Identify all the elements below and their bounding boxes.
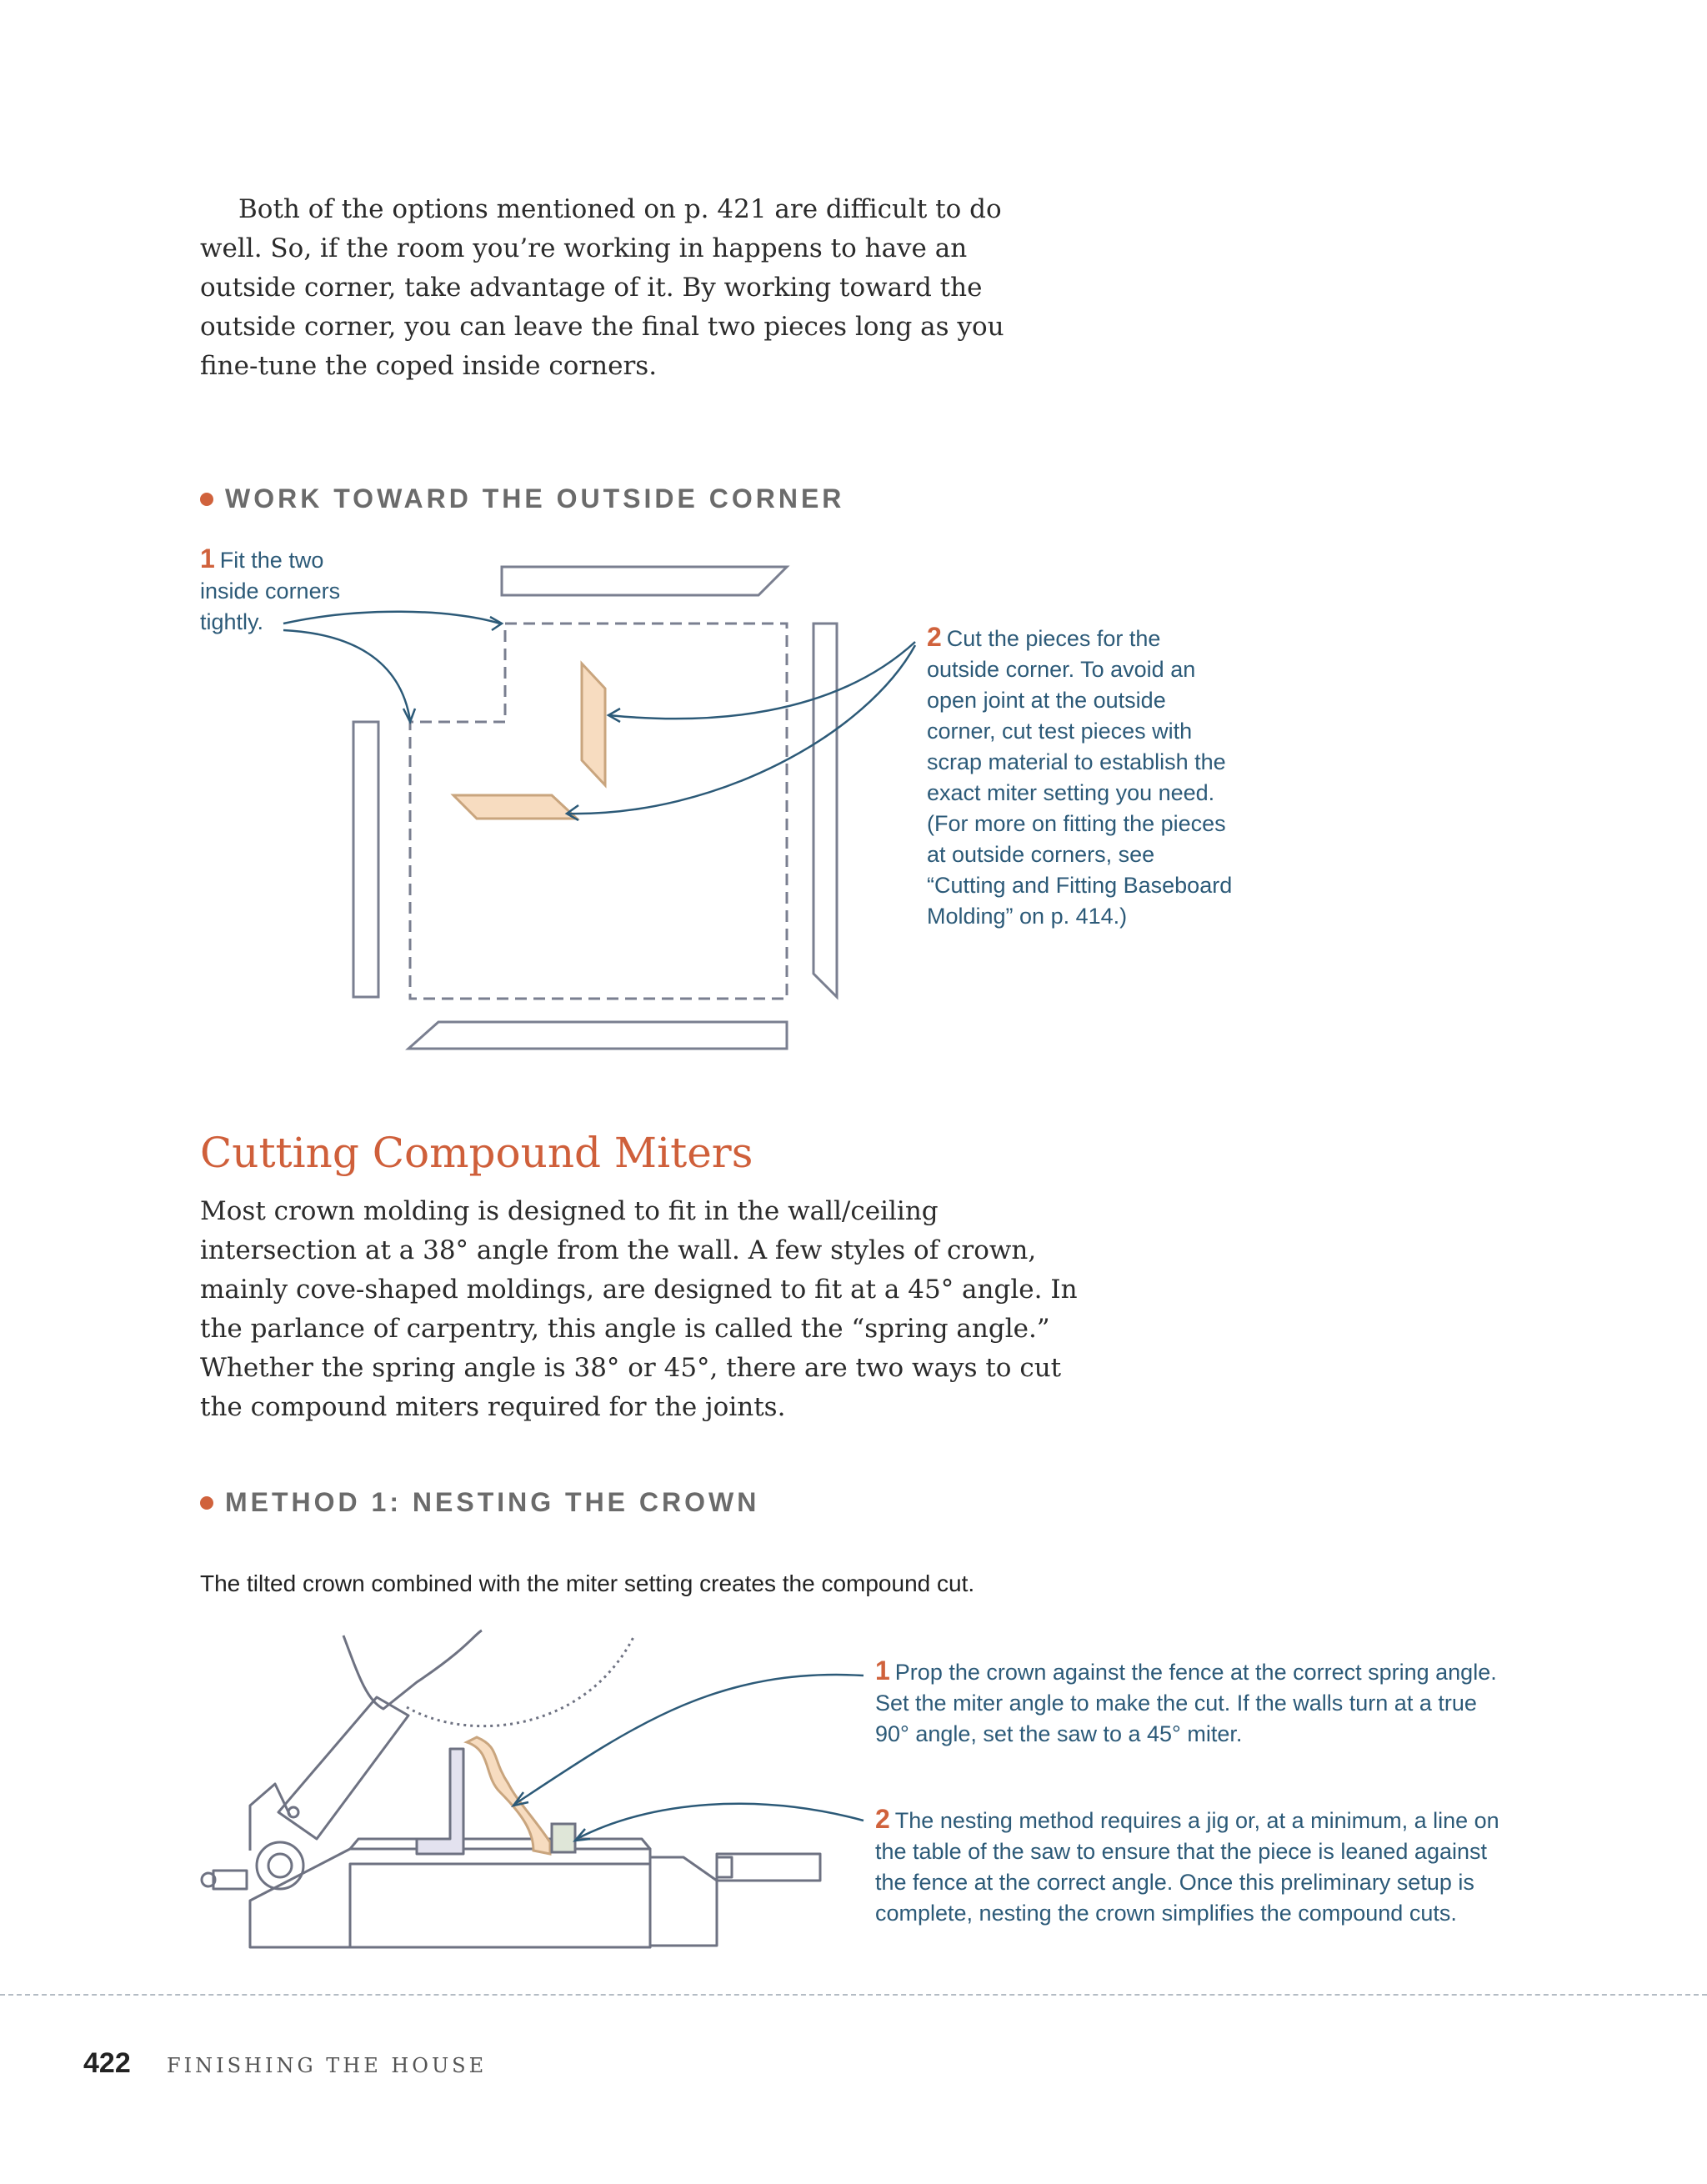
saw-blade-edge	[407, 1637, 633, 1726]
callout-text: Fit the two inside corners tightly.	[200, 548, 341, 634]
saw-base-front	[350, 1864, 650, 1947]
saw-right-extension	[650, 1857, 717, 1946]
saw-pivot	[257, 1842, 303, 1889]
saw-table-top	[350, 1839, 650, 1849]
callout-text: Cut the pieces for the outside corner. To avoid an open joint at the outside corner, cut test pieces with scrap material to establish the exact miter setting you need. (For more on fitting the pieces at outside corners, see “Cutting and Fitting Baseboard Molding” on p. 414.)	[927, 626, 1233, 929]
callout-number: 1	[200, 543, 215, 574]
saw-swing-arm	[278, 1697, 408, 1839]
figure1-heading-text: WORK TOWARD THE OUTSIDE CORNER	[225, 483, 845, 513]
section-paragraph: Most crown molding is designed to fit in the wall/ceiling intersection at a 38° angle from the wall. A few styles of crown, mainly cove-shaped moldings, are designed to fit at a 45° angle. In the parlance of carpentry, this angle is called the “spring angle.” Whether the spring angle is 38° or 45°, there are two ways to cut the compound miters required for the joints.	[200, 1196, 1078, 1422]
callout-number: 1	[875, 1656, 890, 1686]
crown-molding-piece	[467, 1737, 550, 1854]
callout-number: 2	[927, 622, 942, 652]
saw-pivot-inner	[268, 1854, 292, 1877]
arrowhead	[575, 1829, 590, 1841]
saw-handle-knob	[717, 1857, 732, 1877]
nesting-jig-block	[552, 1824, 575, 1852]
section-title: Cutting Compound Miters	[200, 1129, 753, 1177]
page-divider	[0, 1994, 1707, 1996]
saw-handle	[343, 1630, 482, 1709]
saw-knob-left	[213, 1871, 247, 1889]
running-title: FINISHING THE HOUSE	[167, 2054, 488, 2077]
leader-arrow	[577, 1804, 864, 1839]
intro-paragraph: Both of the options mentioned on p. 421 are difficult to do well. So, if the room you’re working in happens to have an outside corner, take advantage of it. By working toward the outside corner, you can leave the final two pieces long as you fine-tune the coped inside corners.	[200, 194, 1004, 381]
saw-fence	[417, 1749, 463, 1854]
page-number: 422	[83, 2047, 131, 2079]
figure2-caption: The tilted crown combined with the miter setting creates the compound cut.	[200, 1570, 975, 1596]
callout-text: The nesting method requires a jig or, at a minimum, a line on the table of the saw to ensure that the piece is leaned against the fence at the correct angle. Once this preliminary setup is complete, nesting the crown simplifies the compound cuts.	[875, 1808, 1499, 1926]
callout-number: 2	[875, 1804, 890, 1834]
figure2-heading-text: METHOD 1: NESTING THE CROWN	[225, 1487, 760, 1517]
saw-arm-hole	[288, 1807, 298, 1817]
leader-arrow	[515, 1675, 864, 1804]
callout-text: Prop the crown against the fence at the correct spring angle. Set the miter angle to make the cut. If the walls turn at a true 90° angle, set the saw to a 45° miter.	[875, 1660, 1497, 1746]
